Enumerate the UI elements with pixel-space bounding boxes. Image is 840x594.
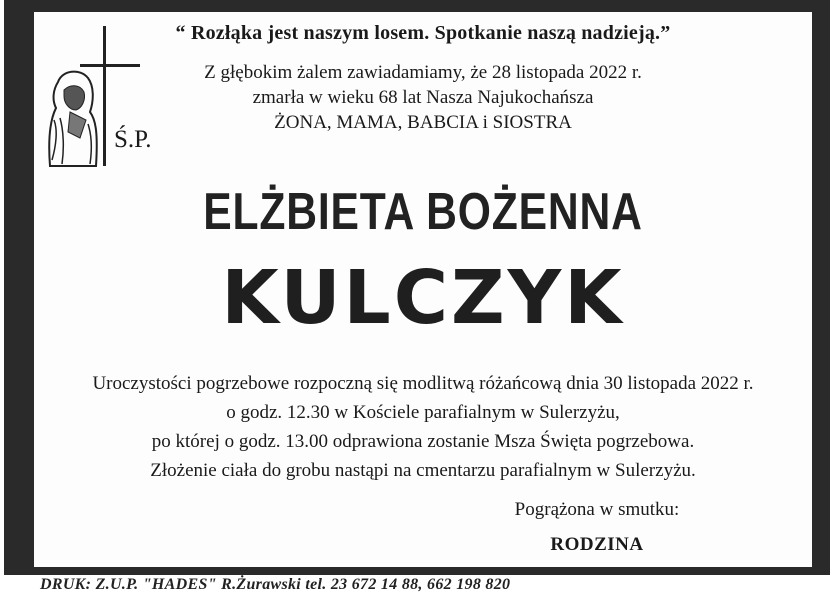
family-signature: RODZINA (550, 534, 644, 555)
deceased-first-names: ELŻBIETA BOŻENNA (203, 183, 643, 241)
black-border-frame (4, 0, 830, 575)
quote-text: “ Rozłąka jest naszym losem. Spotkanie naszą nadzieją.” (175, 22, 671, 44)
intro-line: Z głębokim żalem zawiadamiamy, że 28 listopada 2022 r. (204, 62, 642, 83)
ceremony-line: Uroczystości pogrzebowe rozpoczną się modlitwą różańcową dnia 30 listopada 2022 r. (92, 373, 754, 394)
ceremony-line: o godz. 12.30 w Kościele parafialnym w Sulerzyżu, (226, 402, 620, 423)
ceremony-line: po której o godz. 13.00 odprawiona zostanie Msza Święta pogrzebowa. (151, 431, 695, 452)
deceased-surname: KULCZYK (221, 255, 625, 341)
intro-line: ŻONA, MAMA, BABCIA i SIOSTRA (274, 112, 572, 133)
funeral-details (34, 369, 812, 485)
ceremony-line: Złożenie ciała do grobu nastąpi na cmentarzu parafialnym w Sulerzyżu. (150, 460, 696, 481)
signoff-text: Pogrążona w smutku: (514, 499, 680, 520)
printer-footer: DRUK: Z.U.P. "HADES" R.Żurawski tel. 23 672 14 88, 662 198 820 (40, 576, 511, 593)
sp-label: Ś.P. (114, 126, 152, 153)
obituary-panel (34, 12, 812, 567)
announcement-intro (34, 60, 812, 135)
intro-line: zmarła w wieku 68 lat Nasza Najukochańsza (252, 87, 594, 108)
